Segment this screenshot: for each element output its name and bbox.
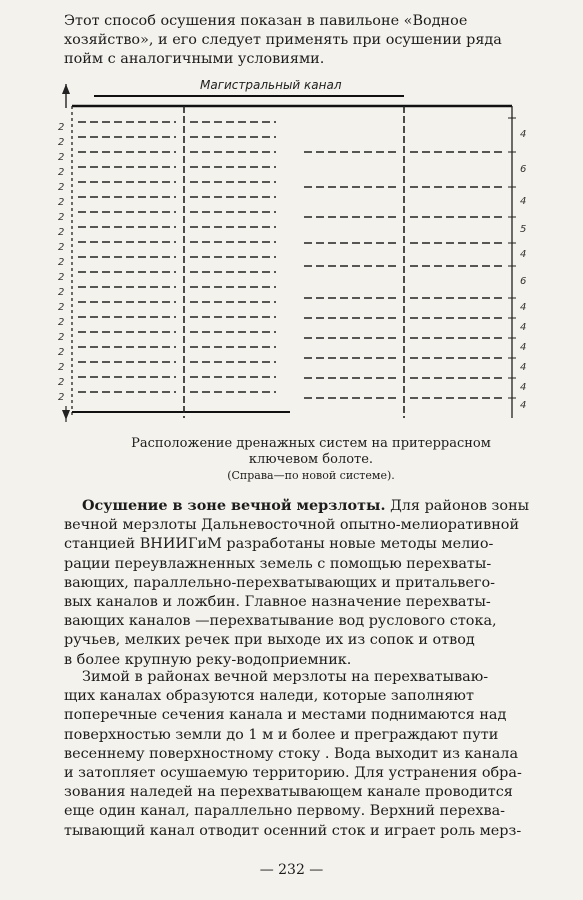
text-line: рации переувлажненных земель с помощью перехваты- bbox=[64, 555, 492, 572]
dimension-label: 2 bbox=[58, 392, 65, 403]
paragraph-permafrost bbox=[64, 668, 558, 841]
text-line: и затопляет осушаемую территорию. Для устранения обра- bbox=[64, 765, 522, 782]
canal-label: Магистральный канал bbox=[200, 78, 342, 92]
caption-note: (Справа—по новой системе). bbox=[227, 469, 395, 482]
dimension-label: 2 bbox=[58, 287, 65, 298]
dimension-label: 2 bbox=[58, 317, 65, 328]
right-dimension-labels bbox=[520, 129, 526, 411]
dimension-label: 2 bbox=[58, 167, 65, 178]
section-heading: Осушение в зоне вечной мерзлоты. bbox=[82, 497, 386, 514]
dimension-label: 4 bbox=[520, 196, 527, 207]
caption-line: Расположение дренажных систем на притеррасном bbox=[131, 436, 491, 451]
dimension-label: 2 bbox=[58, 152, 65, 163]
text-line: весеннему поверхностному стоку . Вода выходит из канала bbox=[64, 745, 519, 762]
dimension-label: 2 bbox=[58, 332, 65, 343]
text-line bbox=[64, 496, 558, 516]
text-line: вающих, параллельно-перехватывающих и притальвего- bbox=[64, 574, 495, 591]
dimension-label: 4 bbox=[520, 129, 527, 140]
left-drains bbox=[78, 122, 276, 392]
dimension-label: 4 bbox=[520, 322, 527, 333]
dimension-label: 2 bbox=[58, 212, 65, 223]
right-drains bbox=[304, 152, 506, 398]
dimension-label: 5 bbox=[520, 224, 527, 235]
text-line: вечной мерзлоты Дальневосточной опытно-мелиоративной bbox=[64, 517, 520, 534]
dimension-label: 2 bbox=[58, 257, 65, 268]
dimension-label: 2 bbox=[58, 197, 65, 208]
dimension-label: 2 bbox=[58, 347, 65, 358]
dimension-label: 2 bbox=[58, 242, 65, 253]
dimension-label: 4 bbox=[520, 342, 527, 353]
text-line: хозяйство», и его следует применять при осушении ряда bbox=[64, 32, 502, 49]
heading-line-rest: Для районов зоны bbox=[390, 498, 530, 514]
dimension-label: 2 bbox=[58, 137, 65, 148]
page-number: — 232 — bbox=[259, 862, 324, 878]
text-line: еще один канал, параллельно первому. Верхний перехва- bbox=[64, 803, 506, 820]
arrow-head-icon bbox=[62, 84, 70, 94]
dimension-label: 2 bbox=[58, 227, 65, 238]
dimension-label: 2 bbox=[58, 182, 65, 193]
text-line: вающих каналов —перехватывание вод руслового стока, bbox=[64, 613, 497, 630]
text-line: зования наледей на перехватывающем канале проводится bbox=[64, 784, 513, 801]
caption-line: ключевом болоте. bbox=[248, 452, 374, 467]
text-line: вых каналов и ложбин. Главное назначение перехваты- bbox=[64, 594, 491, 611]
text-line: тывающий канал отводит осенний сток и играет роль мерз- bbox=[64, 822, 522, 839]
text-line: станцией ВНИИГиМ разработаны новые методы мелио- bbox=[64, 536, 494, 553]
dimension-label: 6 bbox=[520, 164, 527, 175]
figure-caption bbox=[64, 436, 558, 484]
section-paragraph bbox=[64, 496, 558, 670]
dimension-label: 4 bbox=[520, 400, 527, 411]
dimension-label: 4 bbox=[520, 382, 527, 393]
text-line: щих каналах образуются наледи, которые заполняют bbox=[64, 688, 474, 705]
text-line: Этот способ осушения показан в павильоне «Водное bbox=[64, 13, 468, 29]
text-line: поперечные сечения канала и местами поднимаются над bbox=[64, 707, 507, 724]
text-line: поверхностью земли до 1 м и более и преграждают пути bbox=[64, 726, 499, 743]
arrow-head-icon bbox=[62, 410, 70, 420]
dimension-label: 4 bbox=[520, 362, 527, 373]
dimension-label: 4 bbox=[520, 302, 527, 313]
text-line: в более крупную реку-водоприемник. bbox=[64, 651, 352, 668]
left-dimension-labels bbox=[58, 122, 64, 403]
dimension-label: 2 bbox=[58, 377, 65, 388]
dimension-label: 2 bbox=[58, 272, 65, 283]
text-line: Зимой в районах вечной мерзлоты на перехватываю- bbox=[82, 669, 489, 685]
dimension-label: 2 bbox=[58, 302, 65, 313]
dimension-label: 4 bbox=[520, 249, 527, 260]
dimension-label: 2 bbox=[58, 362, 65, 373]
dimension-label: 6 bbox=[520, 276, 527, 287]
text-line: пойм с аналогичными условиями. bbox=[64, 51, 325, 68]
text-line: ручьев, мелких речек при выходе их из сопок и отвод bbox=[64, 632, 475, 649]
dimension-label: 2 bbox=[58, 122, 65, 133]
